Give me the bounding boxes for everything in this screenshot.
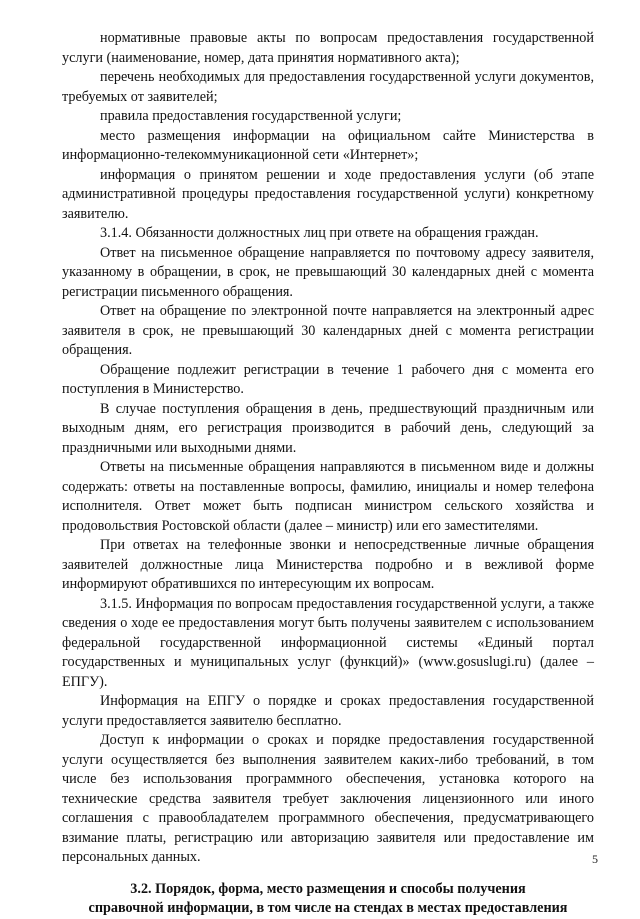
- paragraph-service-rules: правила предоставления государственной услуги;: [100, 108, 402, 124]
- paragraph-phone-calls: При ответах на телефонные звонки и непосредственные личные обращения заявителей должностные лица Министерства подробно и в вежливой форме информируют обратившихся по интересующим их вопросам.: [62, 537, 594, 592]
- paragraph-reply-content: Ответы на письменные обращения направляются в письменном виде и должны содержать: ответы на поставленные вопросы, фамилию, инициалы и номер телефона исполнителя. Ответ может быть подписан министром сельского хозяйства и продовольствия Ростовской области (далее – министр) или его заместителями.: [62, 459, 594, 534]
- paragraph-section-3-1-5: 3.1.5. Информация по вопросам предоставления государственной услуги, а также сведения о ходе ее предоставления могут быть получены заявителем с использованием федеральной государственной информационной системы «Единый портал государственных и муниципальных услуг (функций)» (www.gosuslugi.ru) (далее – ЕПГУ).: [62, 595, 594, 690]
- paragraph-registration: Обращение подлежит регистрации в течение 1 рабочего дня с момента его поступления в Министерство.: [62, 361, 594, 397]
- paragraph-required-documents: перечень необходимых для предоставления государственной услуги документов, требуемых от заявителей;: [62, 69, 594, 105]
- paragraph-decision-info: информация о принятом решении и ходе предоставления услуги (об этапе административной процедуры предоставления государственной услуги) конкретному заявителю.: [62, 166, 594, 222]
- page-number: 5: [592, 852, 598, 866]
- heading-line: 3.2. Порядок, форма, место размещения и способы получения: [130, 880, 526, 897]
- paragraph-written-reply: Ответ на письменное обращение направляется по почтовому адресу заявителя, указанному в обращении, в срок, не превышающий 30 календарных дней с момента регистрации письменного обращения.: [62, 244, 594, 300]
- paragraph-epgu-free: Информация на ЕПГУ о порядке и сроках предоставления государственной услуги предоставляется заявителю бесплатно.: [62, 693, 594, 729]
- paragraph-normative-acts: нормативные правовые акты по вопросам предоставления государственной услуги (наименование, номер, дата принятия нормативного акта);: [62, 30, 594, 66]
- paragraph-section-3-1-4: 3.1.4. Обязанности должностных лиц при ответе на обращения граждан.: [100, 225, 539, 241]
- paragraph-access-info: Доступ к информации о сроках и порядке предоставления государственной услуги осуществляется без выполнения заявителем каких-либо требований, в том числе без использования программного обеспечения, установка которого на технические средства заявителя требует заключения лицензионного или иного соглашения с правообладателем программного обеспечения, предусматривающего взимание платы, регистрацию или авторизацию заявителя или предоставление им персональных данных.: [62, 732, 594, 865]
- heading-line: справочной информации, в том числе на стендах в местах предоставления: [88, 900, 568, 916]
- paragraph-holiday-registration: В случае поступления обращения в день, предшествующий праздничным или выходным дням, его регистрация производится в рабочий день, следующий за праздничными или выходными днями.: [62, 400, 594, 456]
- section-heading-3-2: [62, 880, 594, 919]
- paragraph-info-location: место размещения информации на официальном сайте Министерства в информационно-телекоммуникационной сети «Интернет»;: [62, 127, 594, 163]
- document-page: [62, 29, 594, 919]
- paragraph-email-reply: Ответ на обращение по электронной почте направляется на электронный адрес заявителя в срок, не превышающий 30 календарных дней с момента регистрации обращения.: [62, 303, 594, 358]
